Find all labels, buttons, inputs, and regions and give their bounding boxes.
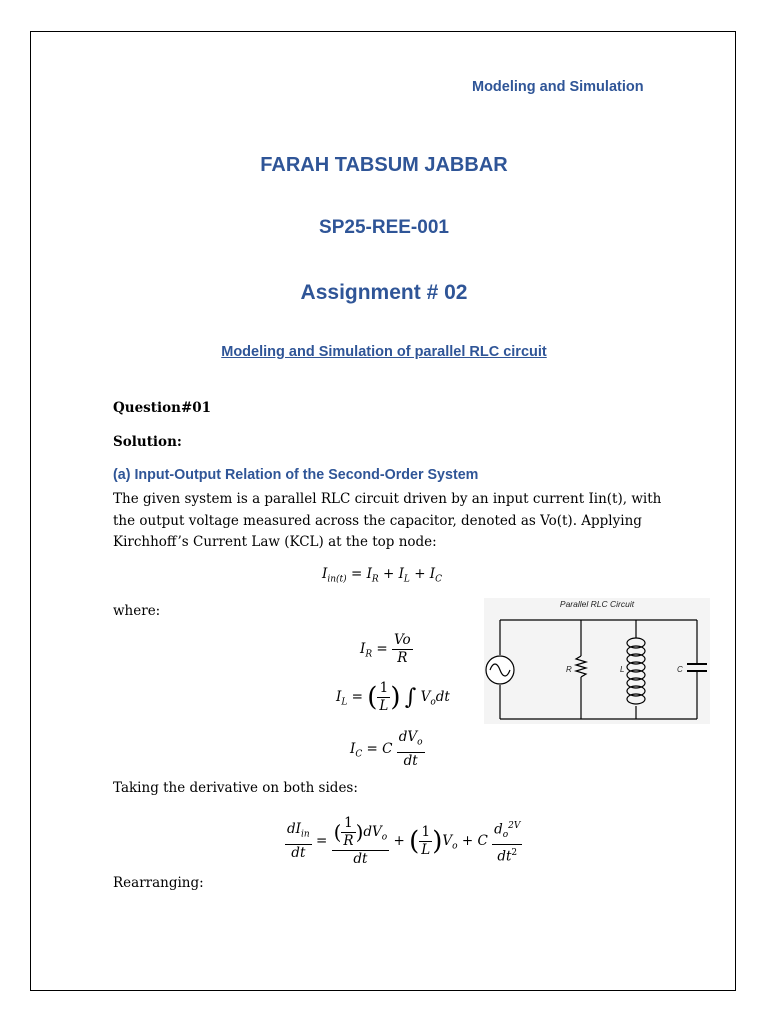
resistor-label: R	[566, 665, 572, 674]
course-header: Modeling and Simulation	[472, 79, 644, 95]
assignment-subtitle: Modeling and Simulation of parallel RLC circuit	[221, 344, 547, 360]
circuit-diagram	[484, 598, 710, 724]
inductor-current-equation: $I_L$ = ( $\frac{1}{L}$ ) ∫ $V_odt$	[336, 680, 450, 714]
capacitor-current-equation: $I_C = C$ $\frac{dV_o}{dt}$	[350, 729, 423, 769]
author-name: FARAH TABSUM JABBAR	[260, 154, 508, 176]
derivative-equation: $\frac{dI_{in}}{dt}$ = ( $\frac{1}{R}$ )$dV_o$ dt + ( $\frac{1}{L}$ )$V_o + C$ $\frac{d_o^{2V}}{dt^2}$	[287, 815, 521, 867]
assignment-title: Assignment # 02	[300, 281, 468, 304]
kcl-equation: $I_{in(t)} = I_R + I_L + I_C$	[322, 566, 443, 585]
rearranging-text: Rearranging:	[113, 875, 204, 891]
solution-label: Solution:	[113, 434, 182, 450]
registration-number: SP25-REE-001	[319, 217, 449, 238]
derivative-text: Taking the derivative on both sides:	[113, 780, 358, 796]
figure-title: Parallel RLC Circuit	[559, 599, 635, 609]
inductor-label: L	[620, 665, 625, 674]
part-a-heading: (a) Input-Output Relation of the Second-Order System	[113, 467, 479, 483]
resistor-current-equation: $I_R$ = $\frac{Vo}{R}$	[360, 632, 411, 666]
capacitor-label: C	[677, 665, 683, 674]
part-a-paragraph: The given system is a parallel RLC circuit driven by an input current Iin(t), with the output voltage measured across the capacitor, denoted as Vo(t). Applying Kirchhoff’s Current Law (KCL) at the top node:	[113, 491, 662, 550]
question-label: Question#01	[113, 400, 212, 416]
where-label: where:	[113, 603, 161, 619]
parallel-rlc-figure	[484, 598, 710, 724]
